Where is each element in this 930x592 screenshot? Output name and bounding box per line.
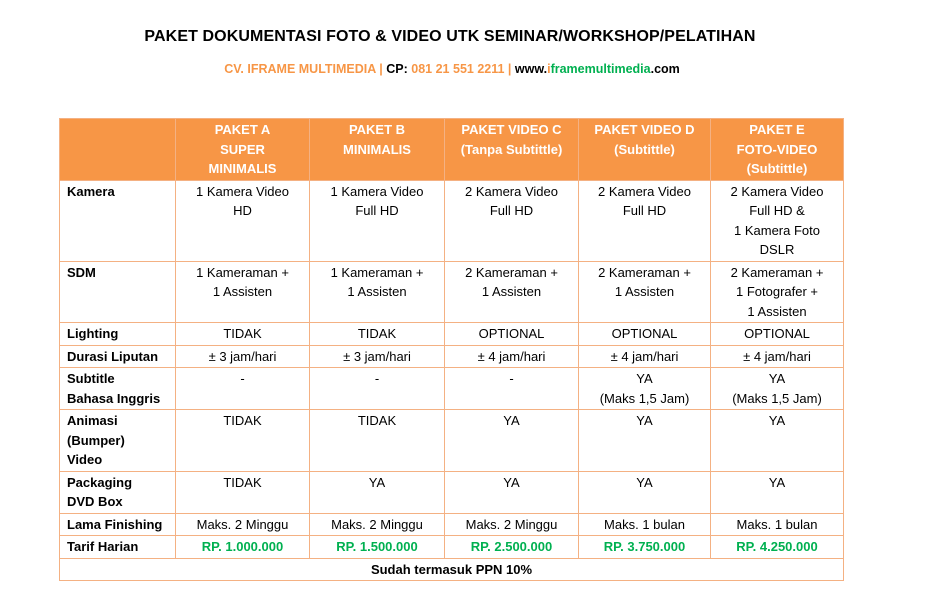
table-cell: YA — [310, 471, 445, 513]
contact-line — [0, 62, 904, 76]
table-cell: Maks. 2 Minggu — [176, 513, 310, 536]
table-row — [60, 471, 844, 513]
website-prefix[interactable]: www. — [514, 62, 548, 76]
cp-label: CP: — [386, 62, 412, 76]
table-row — [60, 368, 844, 410]
column-header: PAKET E FOTO-VIDEO (Subtittle) — [711, 119, 844, 181]
table-cell: Maks. 2 Minggu — [445, 513, 579, 536]
table-cell: OPTIONAL — [579, 323, 711, 346]
table-row — [60, 513, 844, 536]
table-cell: 2 Kamera Video Full HD & 1 Kamera Foto DSLR — [711, 180, 844, 261]
table-cell: YA — [579, 410, 711, 472]
table-cell: YA (Maks 1,5 Jam) — [579, 368, 711, 410]
row-label: Durasi Liputan — [60, 345, 176, 368]
table-cell: TIDAK — [176, 410, 310, 472]
table-cell: Maks. 1 bulan — [711, 513, 844, 536]
table-row — [60, 410, 844, 472]
table-row — [60, 323, 844, 346]
header-row — [60, 119, 844, 181]
table-cell: 2 Kameraman + 1 Assisten — [445, 261, 579, 323]
separator: | — [504, 62, 515, 76]
column-header: PAKET A SUPER MINIMALIS — [176, 119, 310, 181]
footer-row — [60, 558, 844, 581]
website-suffix[interactable]: .com — [650, 62, 680, 76]
column-header: PAKET VIDEO D (Subtittle) — [579, 119, 711, 181]
row-label: Packaging DVD Box — [60, 471, 176, 513]
page-title: PAKET DOKUMENTASI FOTO & VIDEO UTK SEMINAR/WORKSHOP/PELATIHAN — [144, 28, 756, 45]
table-body — [60, 180, 844, 581]
table-cell: ± 3 jam/hari — [310, 345, 445, 368]
table-cell: 1 Kamera Video Full HD — [310, 180, 445, 261]
table-cell: - — [310, 368, 445, 410]
table-cell: YA — [445, 410, 579, 472]
row-label: Lama Finishing — [60, 513, 176, 536]
table-cell: ± 4 jam/hari — [445, 345, 579, 368]
row-label: Lighting — [60, 323, 176, 346]
website-brand-i[interactable]: i — [547, 62, 551, 76]
ppn-note: Sudah termasuk PPN 10% — [60, 558, 844, 581]
table-cell: TIDAK — [176, 323, 310, 346]
company-name: CV. IFRAME MULTIMEDIA — [224, 62, 376, 76]
table-cell: YA — [711, 410, 844, 472]
tarif-row — [60, 536, 844, 559]
table-cell: 2 Kamera Video Full HD — [445, 180, 579, 261]
price-cell: RP. 4.250.000 — [711, 536, 844, 559]
separator: | — [375, 62, 387, 76]
column-header: PAKET B MINIMALIS — [310, 119, 445, 181]
row-label: SDM — [60, 261, 176, 323]
website-brand[interactable]: framemultimedia — [550, 62, 651, 76]
table-cell: 2 Kamera Video Full HD — [579, 180, 711, 261]
table-cell: YA — [711, 471, 844, 513]
table-row — [60, 261, 844, 323]
table-row — [60, 180, 844, 261]
table-cell: ± 4 jam/hari — [711, 345, 844, 368]
table-cell: - — [176, 368, 310, 410]
table-cell: OPTIONAL — [711, 323, 844, 346]
table-cell: YA (Maks 1,5 Jam) — [711, 368, 844, 410]
price-cell: RP. 1.500.000 — [310, 536, 445, 559]
table-cell: Maks. 1 bulan — [579, 513, 711, 536]
table-cell: TIDAK — [310, 410, 445, 472]
table-cell: YA — [579, 471, 711, 513]
column-header: PAKET VIDEO C (Tanpa Subtittle) — [445, 119, 579, 181]
header-corner — [60, 119, 176, 181]
table-cell: 1 Kameraman + 1 Assisten — [310, 261, 445, 323]
table-cell: OPTIONAL — [445, 323, 579, 346]
table-cell: TIDAK — [310, 323, 445, 346]
table-cell: ± 4 jam/hari — [579, 345, 711, 368]
table-cell: ± 3 jam/hari — [176, 345, 310, 368]
table-row — [60, 345, 844, 368]
phone-number: 081 21 551 2211 — [411, 62, 505, 76]
table-cell: TIDAK — [176, 471, 310, 513]
table-cell: 2 Kameraman + 1 Assisten — [579, 261, 711, 323]
table-cell: - — [445, 368, 579, 410]
row-label: Kamera — [60, 180, 176, 261]
price-cell: RP. 1.000.000 — [176, 536, 310, 559]
table-cell: 1 Kameraman + 1 Assisten — [176, 261, 310, 323]
price-cell: RP. 2.500.000 — [445, 536, 579, 559]
table-cell: 2 Kameraman + 1 Fotografer + 1 Assisten — [711, 261, 844, 323]
row-label: Tarif Harian — [60, 536, 176, 559]
row-label: Subtitle Bahasa Inggris — [60, 368, 176, 410]
table-cell: 1 Kamera Video HD — [176, 180, 310, 261]
row-label: Animasi (Bumper) Video — [60, 410, 176, 472]
price-cell: RP. 3.750.000 — [579, 536, 711, 559]
table-cell: Maks. 2 Minggu — [310, 513, 445, 536]
table-cell: YA — [445, 471, 579, 513]
pricing-table — [59, 118, 844, 581]
